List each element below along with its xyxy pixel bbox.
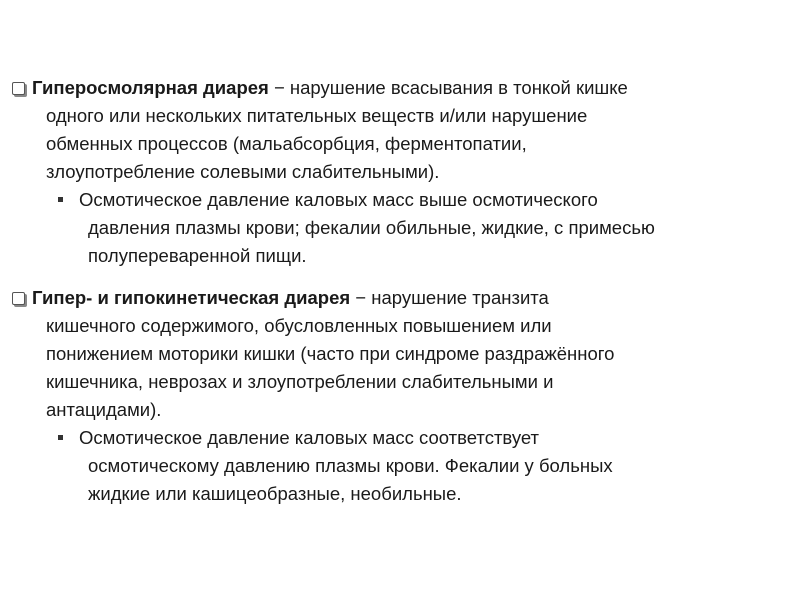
square-bullet-icon — [58, 197, 63, 202]
definition-line: понижением моторики кишки (часто при синдроме раздражённого — [46, 343, 615, 364]
definition-line: кишечника, неврозах и злоупотреблении слабительными и — [46, 371, 554, 392]
definition-first-line — [12, 284, 782, 312]
definition-line: антацидами). — [46, 399, 162, 420]
definition-first-line — [12, 74, 782, 102]
sub-bullet-first-line — [12, 186, 782, 214]
sub-bullet-line: осмотическому давлению плазмы крови. Фекалии у больных — [88, 455, 613, 476]
definition-term: Гиперосмолярная диарея — [32, 77, 269, 98]
definition-line: кишечного содержимого, обусловленных повышением или — [46, 315, 552, 336]
definition-text: − нарушение всасывания в тонкой кишке — [268, 77, 628, 98]
definition-line: злоупотребление солевыми слабительными). — [46, 161, 440, 182]
checkbox-square-icon — [12, 82, 25, 95]
sub-bullet-line: полупереваренной пищи. — [88, 245, 307, 266]
definition-block-hyperkinetic — [12, 284, 782, 508]
sub-bullet-block — [12, 186, 782, 270]
sub-bullet-block — [12, 424, 782, 508]
sub-bullet-line: жидкие или кашицеобразные, необильные. — [88, 483, 462, 504]
square-bullet-icon — [58, 435, 63, 440]
sub-bullet-line: давления плазмы крови; фекалии обильные, жидкие, с примесью — [88, 217, 655, 238]
definition-line: одного или нескольких питательных веществ и/или нарушение — [46, 105, 588, 126]
sub-bullet-text: Осмотическое давление каловых масс соответствует — [79, 427, 540, 448]
definition-line: обменных процессов (мальабсорбция, ферментопатии, — [46, 133, 527, 154]
sub-bullet-text: Осмотическое давление каловых масс выше осмотического — [79, 189, 598, 210]
definition-term: Гипер- и гипокинетическая диарея — [32, 287, 351, 308]
definition-text: − нарушение транзита — [350, 287, 549, 308]
sub-bullet-first-line — [12, 424, 782, 452]
definition-block-hyperosmolar — [12, 74, 782, 270]
checkbox-square-icon — [12, 292, 25, 305]
